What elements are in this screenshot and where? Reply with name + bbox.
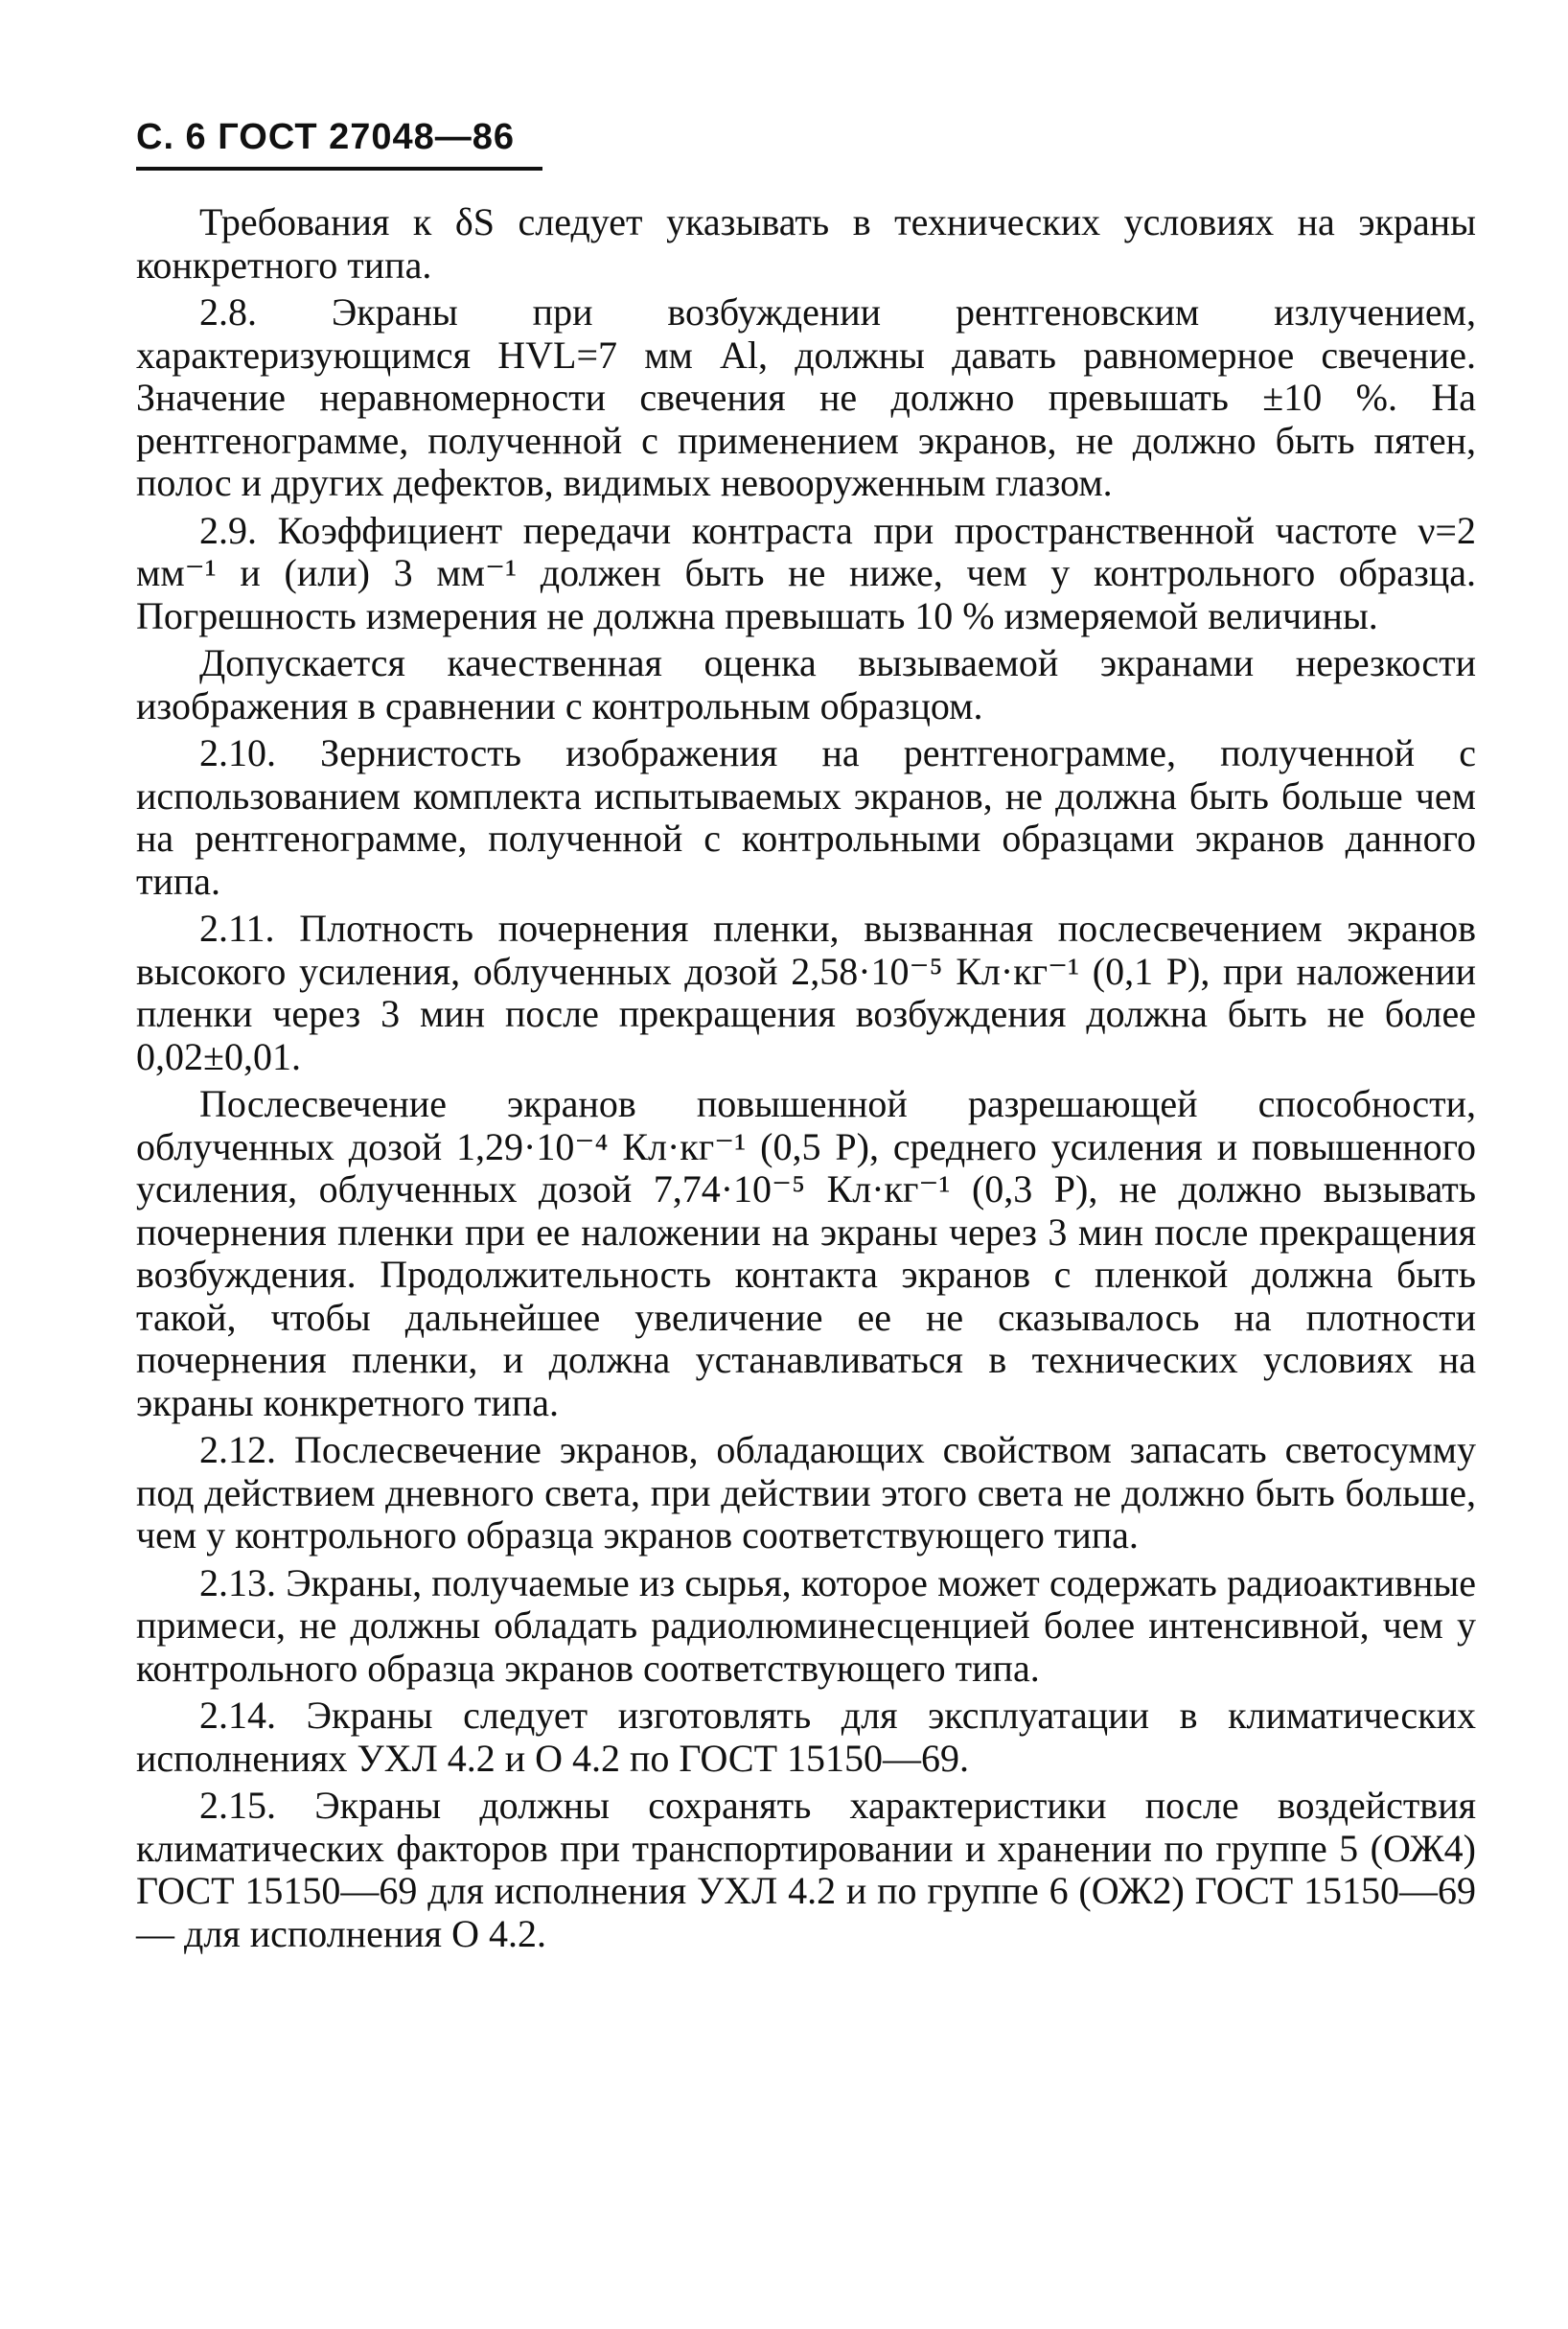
paragraph-afterglow: Послесвечение экранов повышенной разрешающей способности, облученных дозой 1,29·10⁻⁴ Кл·кг⁻¹ (0,5 Р), среднего усиления и повышенного усиления, облученных дозой 7,74·10⁻⁵ Кл·кг⁻¹ (0,3 Р), не должно вызывать почернения пленки при ее наложении на экраны через 3 мин после прекращения возбуждения. Продолжительность контакта экранов с пленкой должна быть такой, чтобы дальнейшее увеличение ее не сказывалось на плотности почернения пленки, и должна устанавливаться в технических условиях на экраны конкретного типа.: [136, 1082, 1476, 1424]
running-head: С. 6 ГОСТ 27048—86: [136, 117, 516, 157]
paragraph-2-14: 2.14. Экраны следует изготовлять для эксплуатации в климатических исполнениях УХЛ 4.2 и О 4.2 по ГОСТ 15150—69.: [136, 1694, 1476, 1780]
body-text: [136, 201, 1476, 1960]
header-rule: [136, 167, 542, 171]
paragraph-2-13: 2.13. Экраны, получаемые из сырья, которое может содержать радиоактивные примеси, не должны обладать радиолюминесценцией более интенсивной, чем у контрольного образца экранов соответствующего типа.: [136, 1560, 1476, 1690]
paragraph-2-11: 2.11. Плотность почернения пленки, вызванная послесвечением экранов высокого усиления, облученных дозой 2,58·10⁻⁵ Кл·кг⁻¹ (0,1 Р), при наложении пленки через 3 мин после прекращения возбуждения должна быть не более 0,02±0,01.: [136, 907, 1476, 1078]
paragraph-2-8: 2.8. Экраны при возбуждении рентгеновским излучением, характеризующимся HVL=7 мм Al, должны давать равномерное свечение. Значение неравномерности свечения не должно превышать ±10 %. На рентгенограмме, полученной с применением экранов, не должно быть пятен, полос и других дефектов, видимых невооруженным глазом.: [136, 290, 1476, 504]
paragraph-2-15: 2.15. Экраны должны сохранять характеристики после воздействия климатических факторов при транспортировании и хранении по группе 5 (ОЖ4) ГОСТ 15150—69 для исполнения УХЛ 4.2 и по группе 6 (ОЖ2) ГОСТ 15150—69 — для исполнения О 4.2.: [136, 1784, 1476, 1955]
paragraph-2-9: 2.9. Коэффициент передачи контраста при пространственной частоте ν=2 мм⁻¹ и (или) 3 мм⁻¹ должен быть не ниже, чем у контрольного образца. Погрешность измерения не должна превышать 10 % измеряемой величины.: [136, 508, 1476, 637]
paragraph-2-10: 2.10. Зернистость изображения на рентгенограмме, полученной с использованием комплекта испытываемых экранов, не должна быть больше чем на рентгенограмме, полученной с контрольными образцами экранов данного типа.: [136, 731, 1476, 903]
paragraph-ds-requirements: Требования к δS следует указывать в технических условиях на экраны конкретного типа.: [136, 200, 1476, 287]
paragraph-2-12: 2.12. Послесвечение экранов, обладающих свойством запасать светосумму под действием дневного света, при действии этого света не должно быть больше, чем у контрольного образца экранов соответствующего типа.: [136, 1428, 1476, 1557]
paragraph-qualitative-assessment: Допускается качественная оценка вызываемой экранами нерезкости изображения в сравнении с контрольным образцом.: [136, 641, 1476, 727]
